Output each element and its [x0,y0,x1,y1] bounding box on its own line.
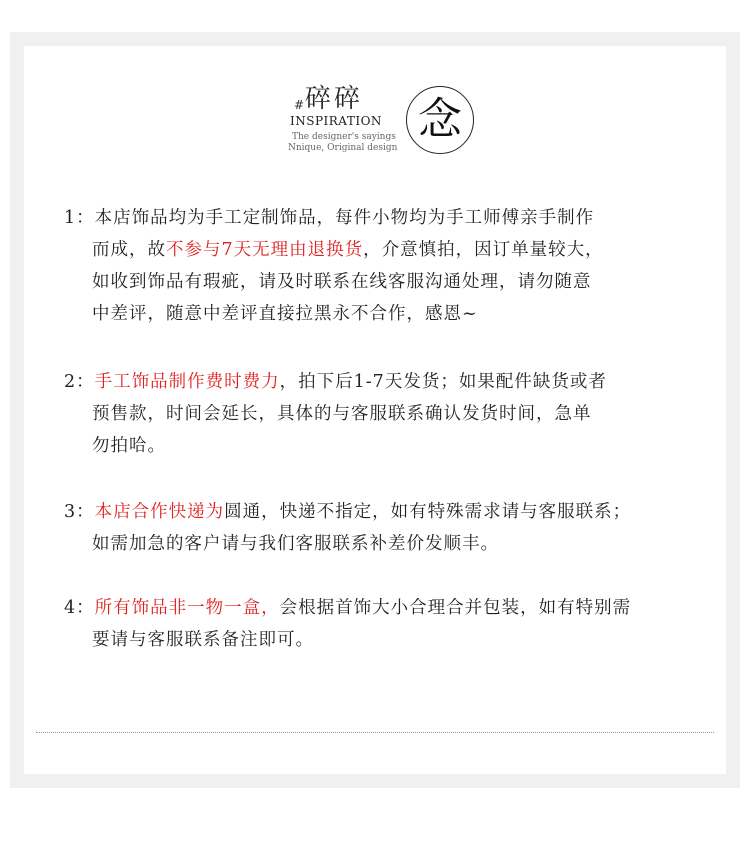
notice-card [24,46,726,774]
note-2-line-1 [64,366,704,398]
note-1-line-3: 如收到饰品有瑕疵，请及时联系在线客服沟通处理，请勿随意 [92,272,592,292]
note-text: ，拍下后1-7天发货；如果配件缺货或者 [279,372,607,392]
highlight-text: 本店合作快递为 [94,502,225,522]
logo-tagline-2: Nnique, Original design [288,143,398,153]
note-1 [64,202,704,330]
note-1-line-2 [64,234,704,266]
logo-title: 碎碎 [305,84,364,114]
highlight-text: 所有饰品非一物一盒， [94,598,280,618]
note-number: 3： [64,502,95,522]
note-number: 2： [64,372,95,392]
note-4 [64,592,704,656]
seal-circle [406,86,474,154]
note-2-line-2: 预售款，时间会延长，具体的与客服联系确认发货时间，急单 [92,404,592,424]
hash-mark: # [294,98,305,112]
note-text: ，介意慎拍，因订单量较大， [363,240,604,260]
note-number: 4： [64,598,95,618]
note-1-line-1 [64,202,704,234]
highlight-text: 手工饰品制作费时费力 [94,372,280,392]
note-text: 圆通，快递不指定，如有特殊需求请与客服联系； [224,502,632,522]
note-3-line-1 [64,496,704,528]
note-text: 本店饰品均为手工定制饰品，每件小物均为手工师傅亲手制作 [94,208,595,228]
note-number: 1： [64,208,95,228]
note-4-line-1 [64,592,704,624]
seal-character: 念 [418,94,462,145]
inspiration-logo [286,74,486,164]
note-text: 会根据首饰大小合理合并包装，如有特别需 [279,598,632,618]
note-4-line-2: 要请与客服联系备注即可。 [92,630,314,650]
note-1-line-4: 中差评，随意中差评直接拉黑永不合作，感恩~ [92,304,478,324]
note-2 [64,366,704,462]
note-2-line-3: 勿拍哈。 [92,436,166,456]
note-3-line-2: 如需加急的客户请与我们客服联系补差价发顺丰。 [92,534,499,554]
highlight-text: 不参与7天无理由退换货 [166,240,364,260]
dotted-divider [36,732,714,733]
note-text: 而成，故 [92,240,166,260]
note-3 [64,496,704,560]
logo-tagline-1: The designer's sayings [292,132,396,142]
logo-subtitle: INSPIRATION [290,114,382,128]
